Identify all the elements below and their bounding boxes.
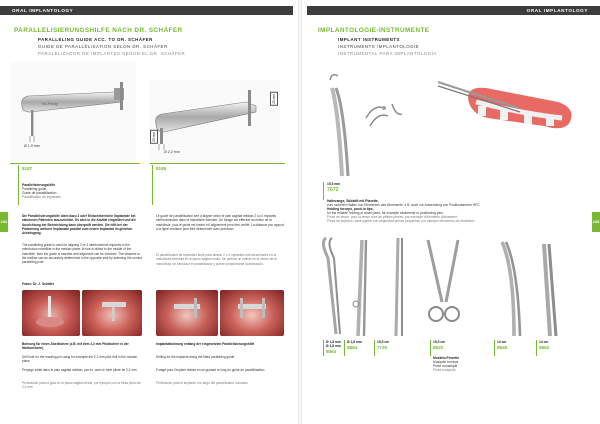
length-tag-b: 20 mm [272, 94, 276, 104]
right-subtitle-fr: INSTRUMENTS IMPLANTOLOGIE [338, 44, 420, 49]
left-subtitle-en: PARALLELING GUIDE ACC. TO DR. SCHÄFER [38, 37, 153, 42]
instruments-photo [318, 228, 588, 338]
right-subtitle-es: INSTRUMENTAL PARA IMPLANTOLOGÍA [338, 51, 437, 56]
featured-length: 15,5 mm [327, 182, 341, 186]
product-3-code: 7725 [377, 345, 388, 350]
page-gutter [298, 0, 302, 424]
body-text-es: El paralelizador de implantes sirve para alinear 2 o 4 implantes interforaminales en la mandíbula edéntula en el plano sagital medio. Se perfora un orificio en el centro de la mandíbula, se introduce el paralelizador y puede comprobarse la alineación. [156, 253, 277, 266]
featured-vrule [323, 182, 324, 200]
product-rule-2 [344, 340, 345, 356]
clinical-photo-2 [82, 290, 142, 336]
diameter-label-b: Ø 2,2 mm [164, 150, 180, 154]
clinical-photo-4 [220, 290, 284, 336]
product-rule-5 [494, 340, 495, 356]
featured-text-4: Pince de tenue, pour la tenue sûre de petites pièces, par exemple d'éléments d'abutment. [327, 215, 458, 219]
left-subtitle-es: PARALELIZADOR DE IMPLANTES SEGÚN EL DR. SCHÄFER [38, 51, 186, 56]
right-section-title: IMPLANTOLOGIE-INSTRUMENTE [318, 27, 430, 34]
left-header-bar [0, 6, 293, 15]
product-5-spec-1: 14 cm [497, 340, 507, 344]
caption-left-de: Bohrung für einen Zweitbohrer (z.B. mit dem 2,2 mm Pilotbohrer in der Medianebene) [22, 342, 129, 351]
mosquito-en: Mosquito forceps [433, 360, 459, 364]
featured-text-0: Haltezange, Stütztift mit Plazette, [327, 199, 379, 203]
featured-text-5: Pinza de sujeción, para sujetar con seguridad piezas pequeñas, por ejemplo elementos de abutment. [327, 219, 475, 223]
product-6-spec-1: 14 cm [539, 340, 549, 344]
featured-text-1: zum sicheren Halten von Elementen des Abutments, z.B. auch zur Anwendung von Positionsarmen HFC. [327, 203, 481, 207]
paralleling-guide-photo-a [10, 62, 136, 162]
product-b-vrule [152, 165, 153, 205]
featured-text-3: for the reliable holding of small parts, for example abutments or positioning pins. [327, 211, 444, 215]
diameter-label-a: Ø 1,9 mm [24, 144, 40, 148]
caption-left-fr: Perçage initial dans le plan sagittal médian, par ex. avec le foret pilote de 2,2 mm [22, 368, 137, 372]
product-rule-1 [323, 340, 324, 356]
product-1-code: 8864 [326, 349, 337, 354]
left-section-title: PARALLELISIERUNGSHILFE NACH DR. SCHÄFER [14, 27, 183, 34]
product-code-8185: 8185 [156, 166, 167, 171]
product-4-spec-1: 15,5 cm [433, 340, 446, 344]
mosquito-de: Moskito-Pinzette [433, 356, 460, 360]
caption-right-de: Implantatbohrung entlang der eingesetzten Parallelisierungshilfe [156, 342, 255, 346]
product-label-en: Paralleling guide [22, 187, 47, 191]
product-a-vrule [18, 165, 19, 205]
product-label-fr: Guide de parallélisation [22, 191, 57, 195]
product-a-rule [10, 163, 140, 164]
product-6-code: 6852 [539, 345, 550, 350]
product-2-spec-1: Ø 1,8 mm [347, 340, 362, 344]
holding-forceps-photo [318, 68, 588, 180]
caption-right-es: Perforación para el implante a lo largo del paralelizador colocado [156, 381, 248, 385]
holding-forceps-drawing [318, 68, 588, 180]
product-3-spec-1: 15,5 cm [377, 340, 390, 344]
product-2-code: 8864 [347, 345, 358, 350]
clinical-photo-3 [156, 290, 218, 336]
right-header-bar [307, 6, 600, 15]
paralleling-guide-photo-b [150, 80, 280, 162]
product-rule-3 [374, 340, 375, 356]
body-text-en: The paralleling guide is used for aligning 2 or 4 interforaminal implants in the edentulous mandible in the median plane. A hole is drilled to the middle of the mandible, then the guide is inserted and alignment can be checked. The distance to the midline can be accurately determined in the opposite side by selecting the correct paralleling pole. [22, 243, 143, 265]
product-code-8187: 8187 [22, 166, 33, 171]
body-text-fr: Le guide de parallélisation sert à aligner selon le plan sagittal médian 2 ou 4 implants interforaminaux dans la mandibule édentée. Un forage est effectué au milieu de la mandibule, puis le guide est inséré et l'alignement peut être vérifié. La distance par rapport à la ligne médiane peut être déterminée avec précision. [156, 214, 284, 231]
product-5-code: 8845 [497, 345, 508, 350]
featured-text-2: Holding forceps, push-in tips, [327, 207, 374, 211]
product-label-de: Parallelisierungshilfe [22, 183, 56, 187]
right-header-title: ORAL IMPLANTOLOGY [526, 8, 588, 13]
caption-right-en: Drilling for the implants along the fitted paralleling guide [156, 355, 235, 359]
left-header-title: ORAL IMPLANTOLOGY [12, 8, 74, 13]
mosquito-fr: Pince moustique [433, 364, 458, 368]
clinical-photo-1 [22, 290, 80, 336]
left-subtitle-fr: GUIDE DE PARALLÉLISATION SELON DR. SCHÄFER [38, 44, 168, 49]
brand-engraving: Hu-Friedy [42, 102, 58, 106]
body-text-de: Die Parallelisierungshilfe dient dazu 2 oder Einbohrbereiche Implantate bei zahnlosen Patienten auszurichten. Es wird in die Kavität eingeführt und die Ausrichtung der Bohrrichtung kann überprüft werden. Sie hilft bei der Platzierung weiterer Implantate parallel zum ersten Implantat im gleichen Arbeitsgang. [22, 214, 136, 236]
length-tag-b2: 20 mm [152, 132, 156, 142]
caption-left-en: Drill hole for the marking pin using for example the 2,2 mm pilot drill in the median plane [22, 355, 138, 364]
product-rule-6 [536, 340, 537, 356]
product-1-spec-1: Ø 1,8 mm [326, 340, 341, 344]
right-subtitle-en: IMPLANT INSTRUMENTS [338, 37, 400, 42]
product-rule-4 [430, 340, 431, 356]
product-1-spec-2: Ø 1,8 mm [326, 344, 341, 348]
product-label-es: Paralelizador de implantes [22, 195, 61, 199]
photo-credit: Fotos: Dr. J. Schäfer [22, 282, 55, 286]
instruments-drawing [318, 228, 588, 338]
caption-left-es: Perforación para la guía en el plano sagital medio, por ejemplo con la fresa piloto de 2,2 mm [22, 381, 141, 390]
right-page-number: 243 [592, 212, 600, 232]
caption-right-fr: Forage pour l'implant réalisé en se guidant le long du guide de parallélisation [156, 368, 265, 372]
product-4-code: 8820 [433, 345, 444, 350]
product-b-rule [150, 163, 285, 164]
featured-code: 7672 [327, 187, 339, 193]
mosquito-es: Pinza mosquito [433, 368, 456, 372]
left-page-number: 242 [0, 212, 8, 232]
